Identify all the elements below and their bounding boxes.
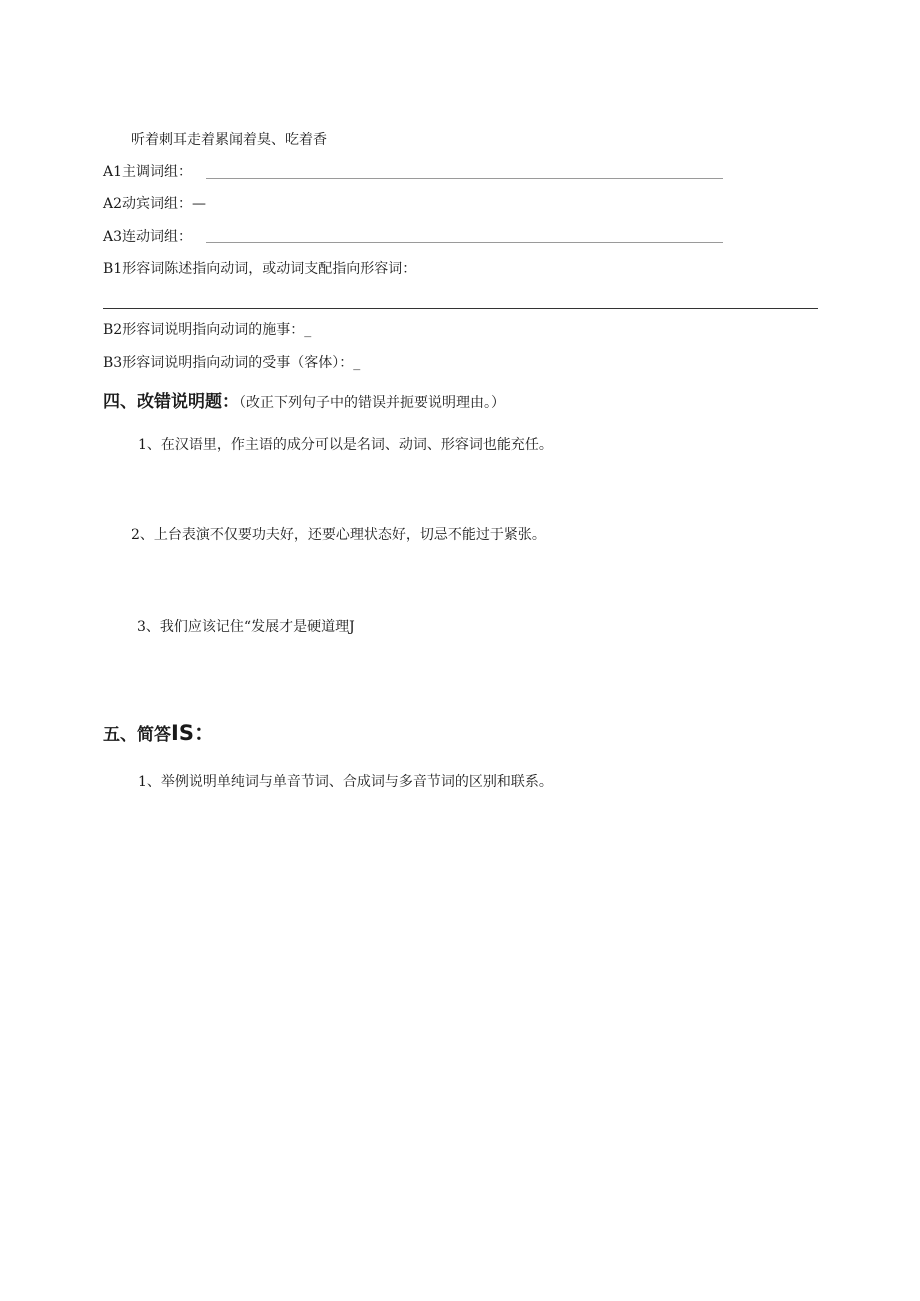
b1-label: B1形容词陈述指向动词，或动词支配指向形容词：: [103, 261, 417, 277]
a2-label: A2动宾词组：—: [103, 196, 207, 212]
a1-answer-line: [206, 178, 723, 179]
a3-answer-line: [206, 242, 723, 243]
a1-label: A1主调词组：: [103, 164, 193, 180]
section4-item-1: 1、在汉语里，作主语的成分可以是名词、动词、形容词也能充任。: [138, 437, 553, 453]
a3-label: A3连动词组：: [103, 229, 193, 245]
section5-title-suffix: IS：: [171, 721, 215, 745]
words-line: 听着刺耳走着累闻着臭、吃着香: [131, 132, 327, 148]
section4-item-3: 3、我们应该记住“发展才是硬道理J: [137, 619, 355, 635]
section5-item-1: 1、举例说明单纯词与单音节词、合成词与多音节词的区别和联系。: [138, 774, 553, 790]
section4-title: 四、改错说明题：: [103, 392, 239, 412]
section4-item-2: 2、上台表演不仅要功夫好，还要心理状态好，切忌不能过于紧张。: [131, 527, 546, 543]
section5-title-prefix: 五、简答: [103, 725, 171, 745]
section4-note: （改正下列句子中的错误并扼要说明理由。）: [239, 395, 505, 411]
b1-answer-line: [103, 308, 818, 309]
section4-heading: [103, 390, 505, 415]
section5-heading: [103, 721, 215, 747]
b2-label: B2形容词说明指向动词的施事：_: [103, 322, 312, 338]
b3-label: B3形容词说明指向动词的受事（客体）：_: [103, 355, 361, 371]
